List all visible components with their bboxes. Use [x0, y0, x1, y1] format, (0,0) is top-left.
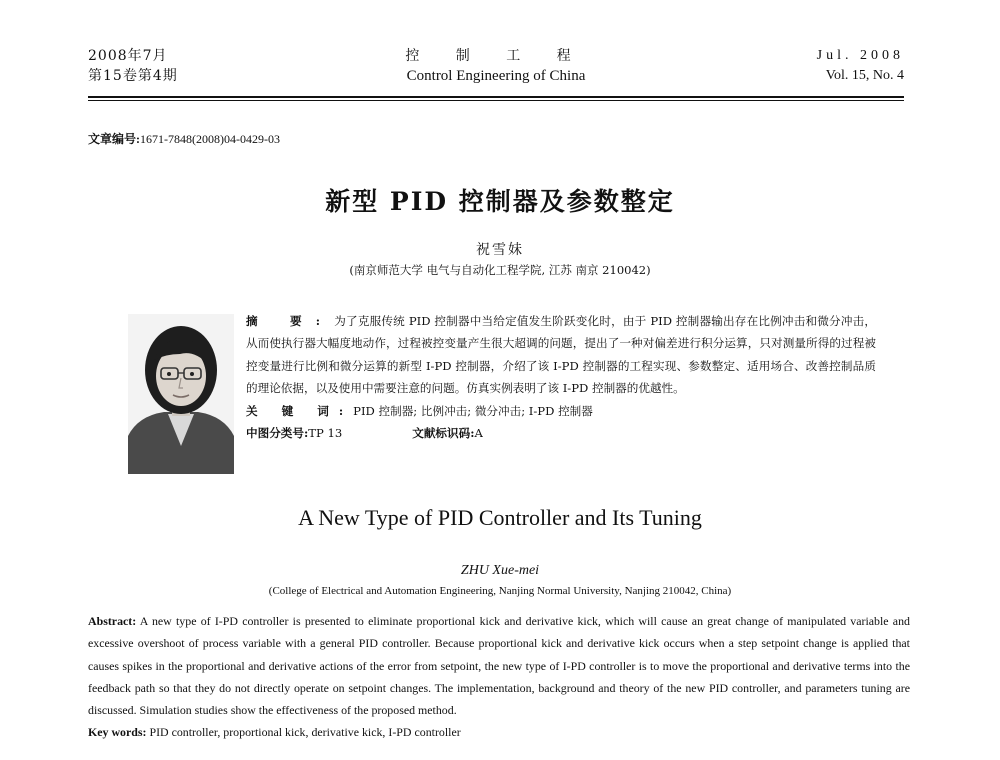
- affiliation-en: (College of Electrical and Automation Engineering, Nanjing Normal University, Nanjing 210042, China): [268, 585, 732, 597]
- header-volume-en: Vol. 15, No. 4: [825, 68, 904, 83]
- article-number-label: 文章编号:: [88, 132, 140, 146]
- article-number-value: 1671-7848(2008)04-0429-03: [140, 132, 280, 146]
- abstract-en-block: [88, 610, 910, 744]
- affiliation-cn: (南京师范大学 电气与自动化工程学院, 江苏 南京 210042): [349, 263, 651, 277]
- author-photo: [128, 314, 234, 474]
- keywords-cn-label: 关 键 词:: [246, 403, 354, 418]
- author-photo-image: [128, 314, 234, 474]
- header-volume-cn: 第15卷第4期: [88, 68, 178, 84]
- abstract-cn-text: 为了克服传统 PID 控制器中当给定值发生阶跃变化时，由于 PID 控制器输出存在比例冲击和微分冲击，从而使执行器大幅度地动作，过程被控变量产生很大超调的问题，提出了一种对偏差进行积分运算，只对测量所得的过程被控变量进行比例和微分运算的新型 I-PD 控制器，介绍了该 I-PD 控制器的工程实现、参数整定、适用场合、改善控制品质的理论依据，以及使用中需要注意的问题。仿真实例表明了该 I-PD 控制器的优越性。: [246, 314, 876, 396]
- doc-code-label: 文献标识码:: [412, 426, 475, 441]
- header-rule-thin: [88, 100, 904, 101]
- keywords-cn-text: PID 控制器; 比例冲击; 微分冲击; I-PD 控制器: [353, 403, 593, 418]
- keywords-en-text: PID controller, proportional kick, derivative kick, I-PD controller: [149, 725, 461, 740]
- doc-code-group: [412, 422, 483, 444]
- abstract-en-label: Abstract:: [88, 614, 137, 628]
- header-right: [817, 46, 904, 86]
- header-rule-thick: [88, 96, 904, 98]
- clc-label: 中图分类号:: [246, 426, 309, 441]
- author-name-cn: 祝雪妹: [476, 242, 524, 258]
- abstract-en-text: A new type of I-PD controller is presented to eliminate proportional kick and derivative kick, which will cause an great change of manipulated variable and excessive overshoot of process variable with a general PID controller. Because proportional kick and derivative kick occurs when a step setpoint change is applied that causes spikes in the proportional and derivative actions of the error from setpoint, the new type of I-PD controller is to move the proportional and derivative terms into the feedback path so that they do not directly operate on setpoint changes. The implementation, background and theory of the new PID controller, and parameters tuning are discussed. Simulation studies show the effectiveness of the proposed method.: [88, 614, 910, 718]
- article-number: [88, 130, 280, 147]
- keywords-en-row: [88, 721, 910, 743]
- paper-title-cn: 新型 PID 控制器及参数整定: [325, 187, 675, 216]
- header-date-cn: 2008年7月: [88, 48, 168, 64]
- paper-title-en: A New Type of PID Controller and Its Tuning: [298, 505, 702, 530]
- abstract-en-paragraph: [88, 610, 910, 721]
- abstract-cn-label: 摘 要:: [246, 314, 335, 328]
- keywords-cn-row: [246, 400, 876, 422]
- journal-header: [88, 46, 904, 94]
- journal-name-cn: 控 制 工 程: [405, 48, 587, 64]
- classification-row: [246, 422, 876, 444]
- keywords-en-label: Key words:: [88, 725, 147, 740]
- author-name-en: ZHU Xue-mei: [460, 563, 540, 578]
- header-center: [88, 46, 904, 86]
- header-date-en: Jul. 2008: [816, 48, 904, 63]
- clc-value: TP 13: [308, 426, 343, 441]
- doc-code-value: A: [474, 426, 483, 441]
- abstract-cn-block: [246, 310, 876, 444]
- journal-name-en: Control Engineering of China: [406, 68, 586, 84]
- abstract-cn-paragraph: [246, 310, 876, 400]
